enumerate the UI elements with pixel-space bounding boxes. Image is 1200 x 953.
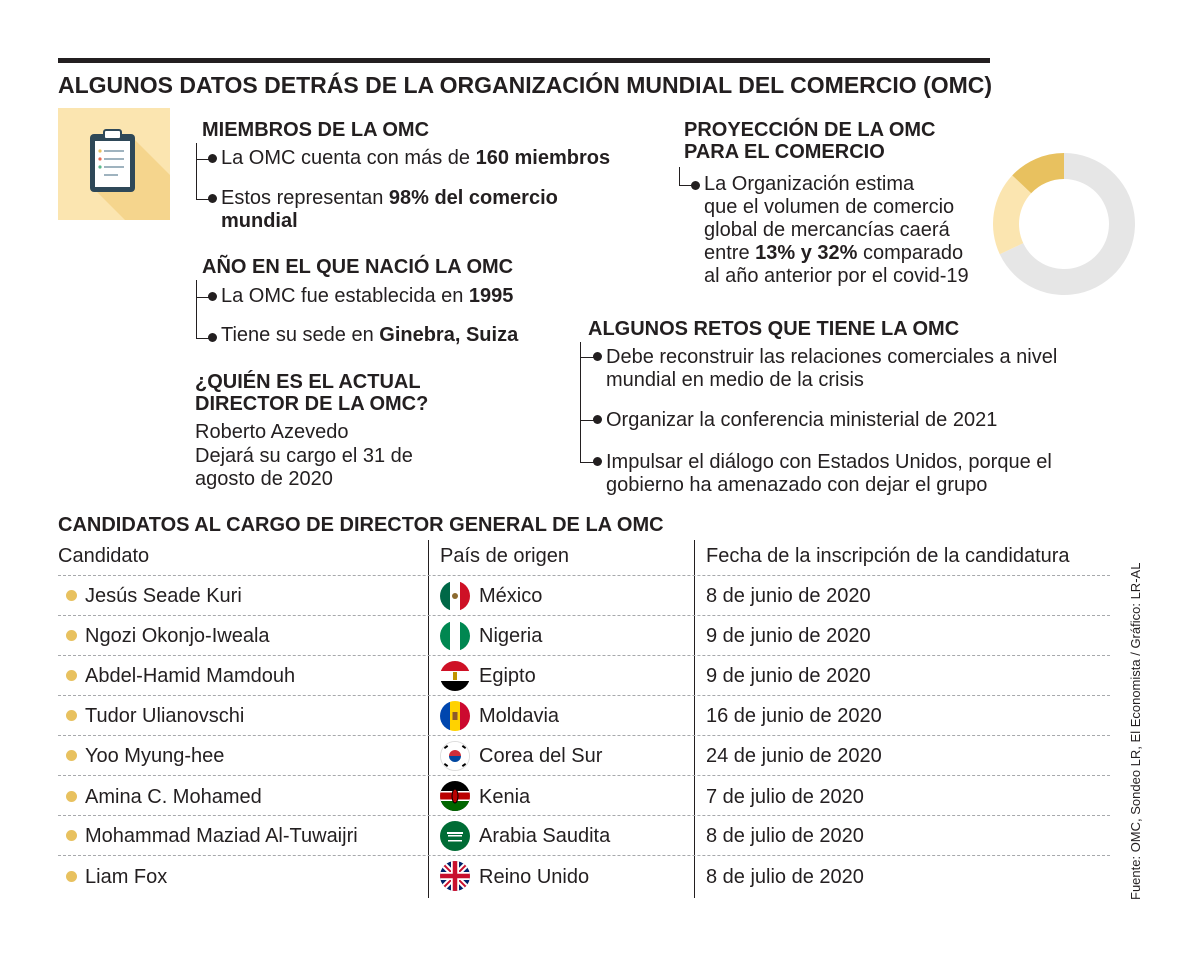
projection-line-4: entre 13% y 32% comparado <box>704 242 964 264</box>
candidate-name: Mohammad Maziad Al-Tuwaijri <box>85 825 358 847</box>
candidate-country: Egipto <box>479 665 536 687</box>
candidate-date: 24 de junio de 2020 <box>706 745 882 767</box>
candidate-date: 9 de junio de 2020 <box>706 665 871 687</box>
challenge-3-line-2: gobierno ha amenazado con dejar el grupo <box>606 474 988 496</box>
candidate-country: Reino Unido <box>479 866 590 888</box>
bullet-dot <box>208 292 217 301</box>
challenges-heading: ALGUNOS RETOS QUE TIENE LA OMC <box>588 318 960 340</box>
column-header-date: Fecha de la inscripción de la candidatura <box>706 545 1070 567</box>
bullet-dot <box>208 194 217 203</box>
candidate-name: Jesús Seade Kuri <box>85 585 242 607</box>
candidate-name: Liam Fox <box>85 866 168 888</box>
bullet-dot <box>66 791 77 802</box>
candidate-country: Moldavia <box>479 705 560 727</box>
candidate-name: Tudor Ulianovschi <box>85 705 245 727</box>
row-separator <box>58 655 1110 656</box>
bullet-dot <box>593 352 602 361</box>
row-separator <box>58 575 1110 576</box>
founded-bracket-2 <box>196 297 209 339</box>
top-rule <box>58 58 990 63</box>
saudi-arabia-flag-icon <box>440 821 470 851</box>
candidate-date: 7 de julio de 2020 <box>706 786 864 808</box>
page-title: ALGUNOS DATOS DETRÁS DE LA ORGANIZACIÓN MUNDIAL DEL COMERCIO (OMC) <box>58 72 993 98</box>
kenya-flag-icon <box>440 781 470 811</box>
challenge-1-line-2: mundial en medio de la crisis <box>606 369 864 391</box>
row-separator <box>58 695 1110 696</box>
candidate-name: Yoo Myung-hee <box>85 745 225 767</box>
challenges-bracket-2 <box>580 357 594 421</box>
candidate-country: Nigeria <box>479 625 543 647</box>
projection-line-3: global de mercancías caerá <box>704 219 950 241</box>
projection-bracket <box>679 167 692 186</box>
row-separator <box>58 855 1110 856</box>
director-note-1: Dejará su cargo el 31 de <box>195 445 413 467</box>
challenges-bracket-3 <box>580 420 594 463</box>
candidate-date: 9 de junio de 2020 <box>706 625 871 647</box>
bullet-dot <box>66 830 77 841</box>
candidate-date: 16 de junio de 2020 <box>706 705 882 727</box>
members-heading: MIEMBROS DE LA OMC <box>202 119 430 141</box>
source-credit: Fuente: OMC, Sondeo LR, El Economista / Gráfico: LR-AL <box>1128 562 1143 900</box>
bullet-dot <box>66 630 77 641</box>
united-kingdom-flag-icon <box>440 861 470 891</box>
projection-line-2: que el volumen de comercio <box>704 196 955 218</box>
row-separator <box>58 615 1110 616</box>
candidate-country: Arabia Saudita <box>479 825 611 847</box>
bullet-dot <box>593 457 602 466</box>
founded-heading: AÑO EN EL QUE NACIÓ LA OMC <box>202 256 514 278</box>
candidates-heading: CANDIDATOS AL CARGO DE DIRECTOR GENERAL DE LA OMC <box>58 514 664 536</box>
bullet-dot <box>66 710 77 721</box>
south-korea-flag-icon <box>440 741 470 771</box>
bullet-dot <box>66 750 77 761</box>
row-separator <box>58 735 1110 736</box>
projection-heading-1: PROYECCIÓN DE LA OMC <box>684 119 936 141</box>
bullet-dot <box>593 415 602 424</box>
row-separator <box>58 775 1110 776</box>
bullet-dot <box>691 181 700 190</box>
director-name: Roberto Azevedo <box>195 421 349 443</box>
candidate-country: Corea del Sur <box>479 745 603 767</box>
row-separator <box>58 815 1110 816</box>
candidate-name: Ngozi Okonjo-Iweala <box>85 625 270 647</box>
nigeria-flag-icon <box>440 621 470 651</box>
members-item-1: La OMC cuenta con más de 160 miembros <box>221 147 611 169</box>
clipboard-icon <box>58 108 170 220</box>
members-item-2: Estos representan 98% del comercio <box>221 187 558 209</box>
candidate-name: Amina C. Mohamed <box>85 786 262 808</box>
candidate-date: 8 de julio de 2020 <box>706 866 864 888</box>
bullet-dot <box>208 333 217 342</box>
moldova-flag-icon <box>440 701 470 731</box>
director-note-2: agosto de 2020 <box>195 468 333 490</box>
bullet-dot <box>66 871 77 882</box>
bullet-dot <box>66 590 77 601</box>
bullet-dot <box>66 670 77 681</box>
challenges-bracket-1 <box>580 342 594 358</box>
projection-line-1: La Organización estima <box>704 173 915 195</box>
egypt-flag-icon <box>440 661 470 691</box>
column-header-candidate: Candidato <box>58 545 150 567</box>
mexico-flag-icon <box>440 581 470 611</box>
director-heading-1: ¿QUIÉN ES EL ACTUAL <box>195 371 421 393</box>
members-bracket-2 <box>196 159 209 200</box>
founded-item-1: La OMC fue establecida en 1995 <box>221 285 514 307</box>
column-header-country: País de origen <box>440 545 569 567</box>
members-item-2-cont: mundial <box>221 210 298 232</box>
column-divider <box>428 540 429 898</box>
challenge-3-line-1: Impulsar el diálogo con Estados Unidos, porque el <box>606 451 1052 473</box>
challenge-1-line-1: Debe reconstruir las relaciones comerciales a nivel <box>606 346 1058 368</box>
candidate-country: Kenia <box>479 786 531 808</box>
challenge-2: Organizar la conferencia ministerial de 2021 <box>606 409 998 431</box>
founded-item-2: Tiene su sede en Ginebra, Suiza <box>221 324 519 346</box>
projection-line-5: al año anterior por el covid-19 <box>704 265 969 287</box>
projection-donut <box>993 153 1135 295</box>
bullet-dot <box>208 154 217 163</box>
candidate-name: Abdel-Hamid Mamdouh <box>85 665 296 687</box>
column-divider <box>694 540 695 898</box>
director-heading-2: DIRECTOR DE LA OMC? <box>195 393 429 415</box>
candidate-date: 8 de julio de 2020 <box>706 825 864 847</box>
projection-heading-2: PARA EL COMERCIO <box>684 141 885 163</box>
candidate-country: México <box>479 585 543 607</box>
candidate-date: 8 de junio de 2020 <box>706 585 871 607</box>
